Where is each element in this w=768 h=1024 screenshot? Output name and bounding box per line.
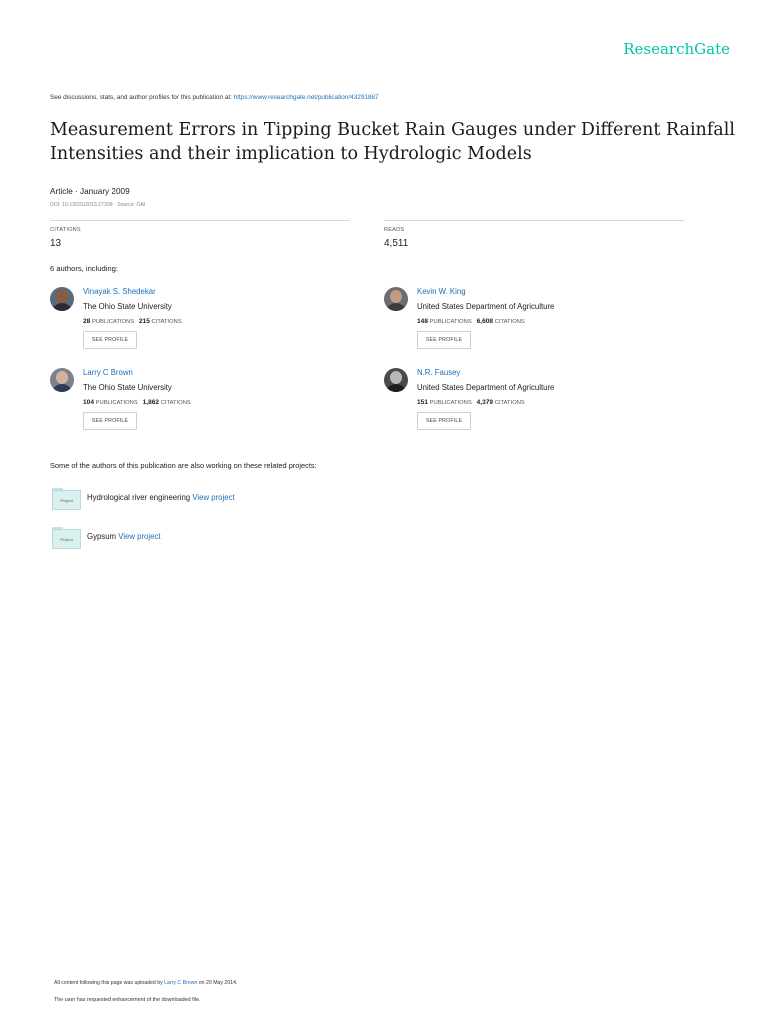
see-profile-button[interactable]: SEE PROFILE — [83, 331, 137, 349]
publications-label: PUBLICATIONS — [429, 319, 472, 325]
citations-value: 13 — [50, 238, 62, 249]
author-stats — [83, 399, 191, 406]
divider-reads — [384, 220, 684, 221]
see-profile-button[interactable]: SEE PROFILE — [417, 412, 471, 430]
view-project-link[interactable]: View project — [118, 532, 161, 541]
author-stats — [417, 399, 525, 406]
citations-label: CITATIONS — [50, 227, 81, 233]
project-text — [87, 493, 235, 502]
publications-label: PUBLICATIONS — [429, 400, 472, 406]
upload-suffix: on 20 May 2014. — [197, 980, 238, 986]
researchgate-logo[interactable]: ResearchGate — [623, 40, 730, 58]
citations-label: CITATIONS — [151, 319, 182, 325]
author-card — [384, 287, 704, 361]
view-project-link[interactable]: View project — [192, 493, 235, 502]
divider-citations — [50, 220, 350, 221]
citations-label: CITATIONS — [494, 319, 525, 325]
project-item — [52, 527, 452, 553]
see-profile-button[interactable]: SEE PROFILE — [417, 331, 471, 349]
paper-title: Measurement Errors in Tipping Bucket Rain Gauges under Different Rainfall Intensities and their implication to Hydrologic Models — [50, 120, 735, 164]
publications-count: 151 — [417, 399, 429, 406]
article-type-date: Article · January 2009 — [50, 187, 130, 196]
citations-label: CITATIONS — [160, 400, 191, 406]
citations-count: 4,379 — [476, 399, 494, 406]
publications-label: PUBLICATIONS — [95, 400, 138, 406]
citations-count: 6,608 — [476, 318, 494, 325]
author-name-link[interactable]: Larry C Brown — [83, 368, 133, 377]
citations-label: CITATIONS — [494, 400, 525, 406]
project-item — [52, 488, 452, 514]
publications-label: PUBLICATIONS — [91, 319, 135, 325]
authors-heading: 6 authors, including: — [50, 264, 118, 273]
publications-count: 148 — [417, 318, 429, 325]
discussion-line — [50, 94, 379, 101]
citations-count: 215 — [138, 318, 150, 325]
author-institution: United States Department of Agriculture — [417, 383, 555, 392]
publication-url-link[interactable]: https://www.researchgate.net/publication/43291887 — [233, 94, 379, 101]
publications-count: 28 — [83, 318, 91, 325]
avatar[interactable] — [384, 368, 408, 392]
author-stats — [83, 318, 182, 325]
publications-count: 104 — [83, 399, 95, 406]
uploader-link[interactable]: Larry C Brown — [164, 980, 198, 986]
avatar[interactable] — [50, 368, 74, 392]
author-card — [50, 287, 370, 361]
reads-value: 4,511 — [384, 238, 409, 249]
project-icon-label: Project — [52, 490, 81, 510]
author-institution: The Ohio State University — [83, 383, 172, 392]
upload-prefix: All content following this page was uploaded by — [54, 980, 165, 986]
doi-source: DOI: 10.13031/2013.27308 · Source: OAI — [50, 202, 146, 208]
project-icon-label: Project — [52, 529, 81, 549]
reads-label: READS — [384, 227, 405, 233]
author-card — [50, 368, 370, 442]
author-name-link[interactable]: Kevin W. King — [417, 287, 466, 296]
enhancement-note: The user has requested enhancement of the downloaded file. — [54, 997, 201, 1003]
project-folder-icon — [52, 527, 81, 549]
project-folder-icon — [52, 488, 81, 510]
author-card — [384, 368, 704, 442]
project-name: Hydrological river engineering — [87, 493, 193, 502]
project-text — [87, 532, 161, 541]
author-name-link[interactable]: Vinayak S. Shedekar — [83, 287, 156, 296]
author-stats — [417, 318, 525, 325]
see-profile-button[interactable]: SEE PROFILE — [83, 412, 137, 430]
related-projects-heading: Some of the authors of this publication are also working on these related projects: — [50, 461, 317, 470]
avatar[interactable] — [50, 287, 74, 311]
upload-note — [54, 980, 237, 986]
author-institution: The Ohio State University — [83, 302, 172, 311]
author-name-link[interactable]: N.R. Fausey — [417, 368, 461, 377]
author-institution: United States Department of Agriculture — [417, 302, 555, 311]
discussion-prefix: See discussions, stats, and author profiles for this publication at: — [50, 94, 234, 101]
project-name: Gypsum — [87, 532, 119, 541]
citations-count: 1,862 — [142, 399, 160, 406]
avatar[interactable] — [384, 287, 408, 311]
